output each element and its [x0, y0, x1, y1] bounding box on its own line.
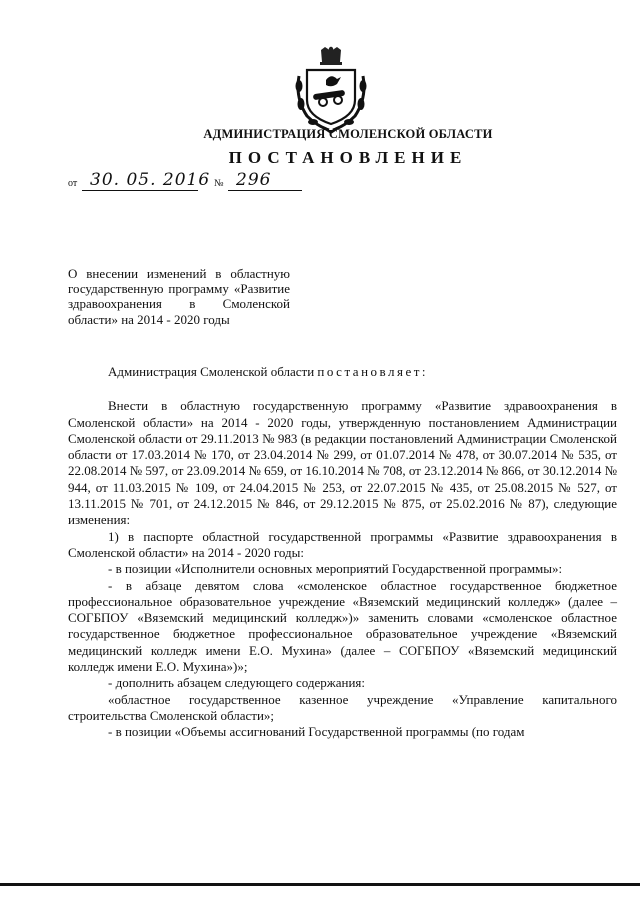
- document-type-title: ПОСТАНОВЛЕНИЕ: [228, 148, 468, 167]
- organization-name: АДМИНИСТРАЦИЯ СМОЛЕНСКОЙ ОБЛАСТИ: [203, 127, 493, 141]
- number-label: №: [214, 178, 224, 189]
- decree-intro: Администрация Смоленской области постановляет:: [108, 364, 429, 379]
- document-subject: О внесении изменений в областную государственную программу «Развитие здравоохранения в Смоленской области» на 2014 - 2020 годы: [68, 266, 290, 327]
- document-date: 30. 05. 2016: [90, 170, 211, 190]
- body-paragraph: 1) в паспорте областной государственной программы «Развитие здравоохранения в Смоленской области» на 2014 - 2020 годы:: [68, 528, 617, 560]
- date-label: от: [68, 178, 78, 189]
- date-number-line: [68, 170, 308, 194]
- body-paragraph: - в абзаце девятом слова «смоленское областное государственное бюджетное профессиональное образовательное учреждение «Вяземский медицинский колледж» (далее – СОГБПОУ «Вяземский медицинский колледж»)» заменить словами «смоленское областное государственное бюджетное профессиональное образовательное учреждение «Вяземский медицинский колледж имени Е.О. Мухина» (далее – СОГБПОУ «Вяземский медицинский колледж имени Е.О. Мухина»)»;: [68, 577, 617, 675]
- body-paragraph: Внести в областную государственную программу «Развитие здравоохранения в Смоленской области» на 2014 - 2020 годы, утвержденную постановлением Администрации Смоленской области от 29.11.2013 № 983 (в редакции постановлений Администрации Смоленской области от 17.03.2014 № 170, от 23.04.2014 № 299, от 01.07.2014 № 478, от 30.07.2014 № 535, от 22.08.2014 № 597, от 23.09.2014 № 659, от 16.10.2014 № 708, от 23.12.2014 № 866, от 30.12.2014 № 944, от 11.03.2015 № 109, от 24.04.2015 № 253, от 22.07.2015 № 435, от 25.08.2015 № 527, от 13.11.2015 № 701, от 24.12.2015 № 846, от 29.12.2015 № 875, от 25.02.2016 № 87), следующие изменения:: [68, 398, 617, 528]
- number-underline: [228, 190, 302, 191]
- page-bottom-rule: [0, 883, 640, 886]
- body-paragraph: - в позиции «Исполнители основных мероприятий Государственной программы»:: [108, 561, 563, 577]
- document-body: [68, 364, 617, 741]
- body-paragraph: - в позиции «Объемы ассигнований Государственной программы (по годам: [108, 724, 525, 740]
- document-number: 296: [236, 170, 272, 190]
- body-paragraph: «областное государственное казенное учреждение «Управление капитального строительства Смоленской области»;: [68, 691, 617, 723]
- coat-of-arms-emblem: [293, 46, 369, 134]
- date-underline: [82, 190, 198, 191]
- body-paragraph: - дополнить абзацем следующего содержания:: [108, 675, 365, 691]
